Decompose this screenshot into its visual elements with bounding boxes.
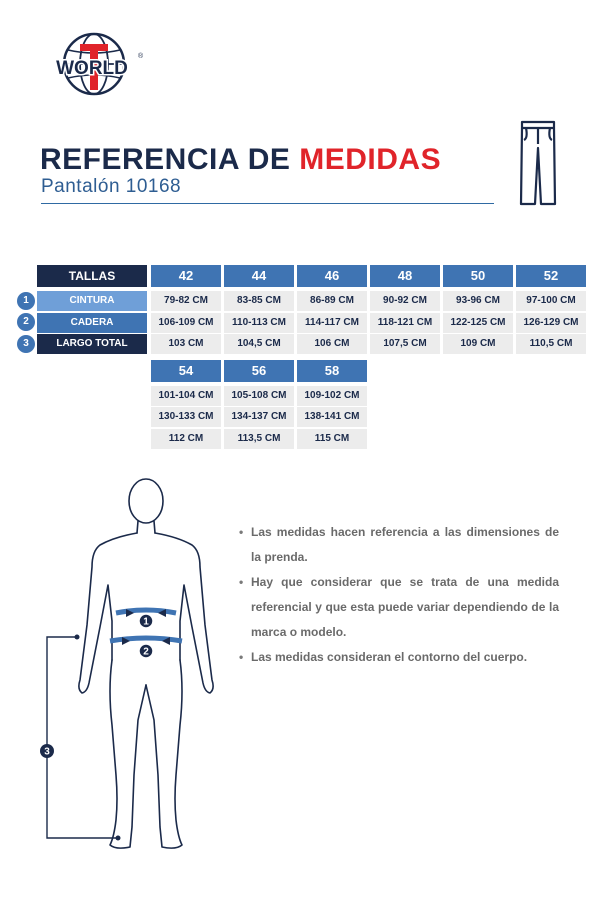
cell-42-cintura: 79-82 CM — [151, 291, 221, 311]
cell-50-cintura: 93-96 CM — [443, 291, 513, 311]
row-number-3: 3 — [17, 335, 35, 353]
size-header-48: 48 — [370, 265, 440, 287]
cell-52-cintura: 97-100 CM — [516, 291, 586, 311]
cell-50-largo: 109 CM — [443, 334, 513, 354]
cell-54-cintura: 101-104 CM — [151, 386, 221, 406]
note-item: • Las medidas consideran el contorno del cuerpo. — [237, 645, 559, 670]
note-item: • Hay que considerar que se trata de una medida referencial y que esta puede variar dependiendo de la marca o modelo. — [237, 570, 559, 645]
row-label-cintura: CINTURA — [37, 291, 147, 311]
cell-46-cadera: 114-117 CM — [297, 313, 367, 333]
tallas-header: TALLAS — [37, 265, 147, 287]
cell-58-cintura: 109-102 CM — [297, 386, 367, 406]
title-accent: MEDIDAS — [299, 143, 442, 176]
cell-52-cadera: 126-129 CM — [516, 313, 586, 333]
registered-mark: ® — [138, 53, 144, 60]
cell-54-cadera: 130-133 CM — [151, 407, 221, 427]
cell-56-cintura: 105-108 CM — [224, 386, 294, 406]
cell-58-cadera: 138-141 CM — [297, 407, 367, 427]
cell-46-cintura: 86-89 CM — [297, 291, 367, 311]
marker-2 — [139, 644, 153, 658]
cell-56-largo: 113,5 CM — [224, 429, 294, 449]
cell-50-cadera: 122-125 CM — [443, 313, 513, 333]
size-header-50: 50 — [443, 265, 513, 287]
cell-56-cadera: 134-137 CM — [224, 407, 294, 427]
body-outline-icon — [79, 479, 213, 848]
cell-52-largo: 110,5 CM — [516, 334, 586, 354]
size-header-42: 42 — [151, 265, 221, 287]
row-label-largo-total: LARGO TOTAL — [37, 334, 147, 354]
cell-46-largo: 106 CM — [297, 334, 367, 354]
svg-text:1: 1 — [143, 616, 149, 628]
length-bracket-icon — [47, 637, 118, 838]
row-number-1: 1 — [17, 292, 35, 310]
body-measurement-figure — [30, 475, 240, 875]
size-header-56: 56 — [224, 360, 294, 382]
notes-list — [237, 520, 559, 670]
size-header-54: 54 — [151, 360, 221, 382]
cell-42-cadera: 106-109 CM — [151, 313, 221, 333]
svg-text:3: 3 — [44, 746, 50, 758]
cell-58-largo: 115 CM — [297, 429, 367, 449]
note-item: • Las medidas hacen referencia a las dimensiones de la prenda. — [237, 520, 559, 570]
size-header-44: 44 — [224, 265, 294, 287]
size-header-52: 52 — [516, 265, 586, 287]
cell-44-cadera: 110-113 CM — [224, 313, 294, 333]
world-logo — [44, 30, 148, 104]
cell-54-largo: 112 CM — [151, 429, 221, 449]
pants-icon — [518, 120, 558, 206]
cell-48-cintura: 90-92 CM — [370, 291, 440, 311]
page-title — [40, 143, 441, 177]
cell-48-cadera: 118-121 CM — [370, 313, 440, 333]
title-main: REFERENCIA DE — [40, 143, 291, 176]
cell-48-largo: 107,5 CM — [370, 334, 440, 354]
cell-44-cintura: 83-85 CM — [224, 291, 294, 311]
size-header-58: 58 — [297, 360, 367, 382]
marker-1 — [139, 614, 153, 628]
row-number-2: 2 — [17, 313, 35, 331]
cell-44-largo: 104,5 CM — [224, 334, 294, 354]
svg-text:2: 2 — [143, 646, 149, 658]
size-header-46: 46 — [297, 265, 367, 287]
row-label-cadera: CADERA — [37, 313, 147, 333]
cell-42-largo: 103 CM — [151, 334, 221, 354]
page-subtitle: Pantalón 10168 — [41, 176, 182, 197]
title-divider — [41, 203, 494, 204]
marker-3 — [40, 744, 54, 758]
logo-text: WORLD — [56, 58, 128, 79]
